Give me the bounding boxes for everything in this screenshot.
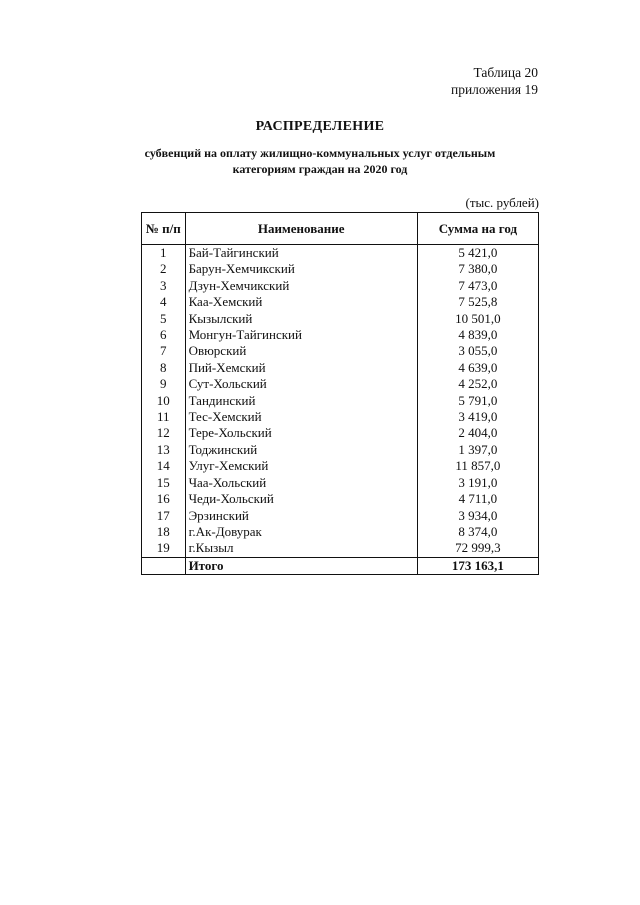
row-number-cell: 10	[142, 393, 186, 409]
row-sum-cell: 8 374,0	[417, 524, 538, 540]
row-sum-cell: 7 473,0	[417, 278, 538, 294]
row-name-cell: Монгун-Тайгинский	[185, 327, 417, 343]
table-row	[142, 425, 539, 441]
total-number-cell	[142, 557, 186, 574]
row-number-cell: 1	[142, 245, 186, 262]
row-name-cell: Чаа-Хольский	[185, 475, 417, 491]
row-sum-cell: 7 380,0	[417, 261, 538, 277]
column-header-name: Наименование	[185, 213, 417, 245]
total-row	[142, 557, 539, 574]
row-sum-cell: 72 999,3	[417, 540, 538, 557]
row-name-cell: Эрзинский	[185, 508, 417, 524]
row-sum-cell: 5 421,0	[417, 245, 538, 262]
table-row	[142, 343, 539, 359]
row-number-cell: 16	[142, 491, 186, 507]
row-number-cell: 15	[142, 475, 186, 491]
document-subtitle-line-2: категориям граждан на 2020 год	[232, 162, 408, 176]
table-body	[142, 245, 539, 575]
row-sum-cell: 11 857,0	[417, 458, 538, 474]
row-number-cell: 12	[142, 425, 186, 441]
row-sum-cell: 1 397,0	[417, 442, 538, 458]
row-number-cell: 8	[142, 360, 186, 376]
row-name-cell: г.Кызыл	[185, 540, 417, 557]
document-title: РАСПРЕДЕЛЕНИЕ	[255, 119, 385, 134]
row-name-cell: Сут-Хольский	[185, 376, 417, 392]
row-sum-cell: 3 055,0	[417, 343, 538, 359]
row-sum-cell: 3 191,0	[417, 475, 538, 491]
column-header-number: № п/п	[142, 213, 186, 245]
row-sum-cell: 7 525,8	[417, 294, 538, 310]
row-name-cell: Пий-Хемский	[185, 360, 417, 376]
row-name-cell: Тандинский	[185, 393, 417, 409]
row-number-cell: 13	[142, 442, 186, 458]
total-sum-cell: 173 163,1	[417, 557, 538, 574]
row-name-cell: Овюрский	[185, 343, 417, 359]
row-sum-cell: 10 501,0	[417, 311, 538, 327]
table-row	[142, 311, 539, 327]
table-row	[142, 278, 539, 294]
row-name-cell: Тоджинский	[185, 442, 417, 458]
row-sum-cell: 3 419,0	[417, 409, 538, 425]
table-row	[142, 458, 539, 474]
table-row	[142, 540, 539, 557]
table-header	[142, 213, 539, 245]
row-number-cell: 9	[142, 376, 186, 392]
row-number-cell: 3	[142, 278, 186, 294]
row-number-cell: 11	[142, 409, 186, 425]
row-number-cell: 18	[142, 524, 186, 540]
document-subtitle-line-1: субвенций на оплату жилищно-коммунальных услуг отдельным	[144, 146, 496, 160]
row-name-cell: г.Ак-Довурак	[185, 524, 417, 540]
row-name-cell: Бай-Тайгинский	[185, 245, 417, 262]
row-name-cell: Барун-Хемчикский	[185, 261, 417, 277]
distribution-table	[141, 212, 539, 575]
row-name-cell: Кызылский	[185, 311, 417, 327]
unit-label: (тыс. рублей)	[465, 195, 539, 210]
row-number-cell: 14	[142, 458, 186, 474]
table-row	[142, 475, 539, 491]
row-sum-cell: 4 252,0	[417, 376, 538, 392]
row-number-cell: 2	[142, 261, 186, 277]
row-number-cell: 7	[142, 343, 186, 359]
row-sum-cell: 2 404,0	[417, 425, 538, 441]
row-sum-cell: 4 711,0	[417, 491, 538, 507]
table-row	[142, 376, 539, 392]
row-number-cell: 17	[142, 508, 186, 524]
row-sum-cell: 4 639,0	[417, 360, 538, 376]
row-name-cell: Дзун-Хемчикский	[185, 278, 417, 294]
table-row	[142, 294, 539, 310]
header-row	[142, 213, 539, 245]
table-row	[142, 508, 539, 524]
table-row	[142, 393, 539, 409]
table-row	[142, 245, 539, 262]
total-label-cell: Итого	[185, 557, 417, 574]
row-number-cell: 19	[142, 540, 186, 557]
table-row	[142, 409, 539, 425]
appendix-reference: приложения 19	[450, 82, 538, 97]
row-number-cell: 6	[142, 327, 186, 343]
table-row	[142, 442, 539, 458]
table-row	[142, 360, 539, 376]
table-row	[142, 524, 539, 540]
row-name-cell: Тес-Хемский	[185, 409, 417, 425]
table-row	[142, 327, 539, 343]
row-name-cell: Каа-Хемский	[185, 294, 417, 310]
row-name-cell: Тере-Хольский	[185, 425, 417, 441]
row-sum-cell: 4 839,0	[417, 327, 538, 343]
row-sum-cell: 3 934,0	[417, 508, 538, 524]
row-number-cell: 5	[142, 311, 186, 327]
column-header-sum: Сумма на год	[417, 213, 538, 245]
table-row	[142, 261, 539, 277]
row-name-cell: Чеди-Хольский	[185, 491, 417, 507]
row-number-cell: 4	[142, 294, 186, 310]
table-row	[142, 491, 539, 507]
row-name-cell: Улуг-Хемский	[185, 458, 417, 474]
table-reference: Таблица 20	[473, 65, 538, 80]
row-sum-cell: 5 791,0	[417, 393, 538, 409]
